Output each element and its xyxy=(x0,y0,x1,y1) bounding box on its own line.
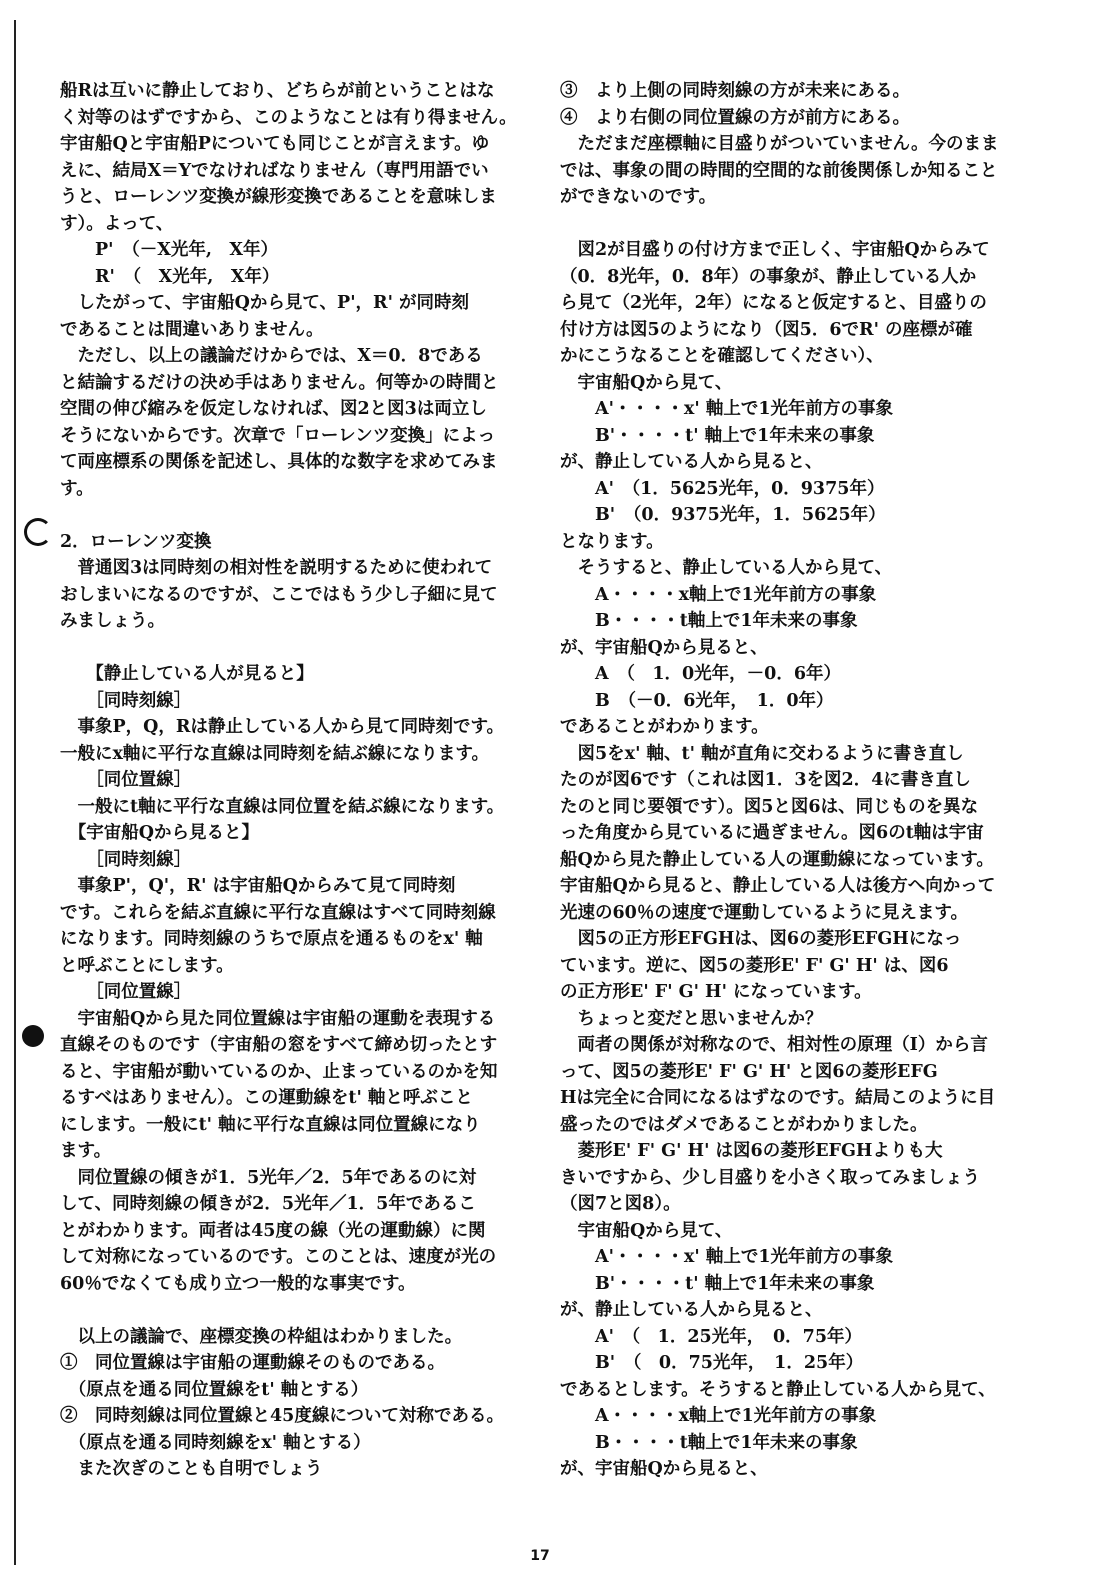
text-line: ［同位置線］ xyxy=(60,770,192,790)
blank-line xyxy=(60,635,540,662)
text-line: B'・・・・t' 軸上で1年未来の事象 xyxy=(560,425,875,446)
text-line: であるとします。そうすると静止している人から見て、 xyxy=(560,1379,996,1400)
text-line: みましょう。 xyxy=(60,611,165,631)
text-line: うと、ローレンツ変換が線形変換であることを意味しま xyxy=(60,187,497,207)
text-line: （図7と図8）。 xyxy=(560,1194,681,1214)
text-line: 船Qから見た静止している人の運動線になっています。 xyxy=(560,849,994,870)
text-line: です。これらを結ぶ直線に平行な直線はすべて同時刻線 xyxy=(60,902,496,923)
text-line: 空間の伸び縮みを仮定しなければ、図2と図3は両立し xyxy=(60,399,487,419)
text-line: A' （1．5625光年，0．9375年） xyxy=(560,478,885,499)
text-line: とがわかります。両者は45度の線（光の運動線）に関 xyxy=(60,1220,486,1241)
text-line: ② 同時刻線は同位置線と45度線について対称である。 xyxy=(60,1406,505,1426)
text-line: 両者の関係が対称なので、相対性の原理（I）から言 xyxy=(560,1035,988,1055)
text-line: A'・・・・x' 軸上で1光年前方の事象 xyxy=(560,399,893,419)
blank-line xyxy=(60,502,540,529)
text-line: B'・・・・t' 軸上で1年未来の事象 xyxy=(560,1273,875,1294)
text-line: して対称になっているのです。このことは、速度が光の xyxy=(60,1247,497,1267)
text-line: 宇宙船Qから見て、 xyxy=(560,372,733,393)
blank-line xyxy=(560,211,1040,238)
text-line: ます。 xyxy=(60,1141,112,1161)
text-line: B' （0．9375光年，1．5625年） xyxy=(560,505,886,525)
text-line: が、静止している人から見ると、 xyxy=(560,1300,823,1320)
text-line: A （ 1．0光年，－0．6年） xyxy=(560,664,842,684)
text-line: 【宇宙船Qから見ると】 xyxy=(60,823,259,843)
text-line: A・・・・x軸上で1光年前方の事象 xyxy=(560,584,877,605)
text-line: にします。一般にt' 軸に平行な直線は同位置線になり xyxy=(60,1114,481,1135)
text-line: ら見て（2光年，2年）になると仮定すると、目盛りの xyxy=(560,293,987,313)
text-line: 一般にx軸に平行な直線は同時刻を結ぶ線になります。 xyxy=(60,743,490,764)
text-line: たのと同じ要領です）。図5と図6は、同じものを異な xyxy=(560,796,979,817)
text-line: であることがわかります。 xyxy=(560,717,769,737)
text-line: と呼ぶことにします。 xyxy=(60,955,234,976)
text-line: 事象P'，Q'，R' は宇宙船Qからみて見て同時刻 xyxy=(60,876,456,896)
text-line: きいですから、少し目盛りを小さく取ってみましょう xyxy=(560,1167,980,1188)
text-line: 図5の正方形EFGHは、図6の菱形EFGHになっ xyxy=(560,929,962,949)
page-number: 17 xyxy=(530,1548,550,1564)
text-line: したがって、宇宙船Qから見て、P'，R' が同時刻 xyxy=(60,293,470,313)
text-line: Hは完全に合同になるはずなのです。結局このように目 xyxy=(560,1088,996,1108)
text-line: となります。 xyxy=(560,531,664,552)
text-line: す。 xyxy=(60,478,94,499)
text-line: になります。同時刻線のうちで原点を通るものをx' 軸 xyxy=(60,929,483,949)
text-line: （原点を通る同時刻線をx' 軸とする） xyxy=(60,1432,371,1453)
left-text-column xyxy=(60,78,540,1483)
text-line: B' （ 0．75光年， 1．25年） xyxy=(560,1353,864,1373)
text-line: B・・・・t軸上で1年未来の事象 xyxy=(560,1432,858,1453)
text-line: して、同時刻線の傾きが2．5光年／1．5年であるこ xyxy=(60,1194,476,1214)
text-line: が、宇宙船Qから見ると、 xyxy=(560,637,768,658)
text-line: また次ぎのことも自明でしょう xyxy=(60,1459,323,1479)
text-line: そうにないからです。次章で「ローレンツ変換」によっ xyxy=(60,425,496,446)
punch-hole-filled-icon xyxy=(22,1025,44,1047)
text-line: ① 同位置線は宇宙船の運動線そのものである。 xyxy=(60,1353,445,1373)
text-line: そうすると、静止している人から見て、 xyxy=(560,558,893,578)
text-line: 宇宙船Qから見て、 xyxy=(560,1220,733,1241)
text-line: て両座標系の関係を記述し、具体的な数字を求めてみま xyxy=(60,452,498,472)
text-line: A' （ 1．25光年， 0．75年） xyxy=(560,1326,862,1347)
text-line: 光速の60％の速度で運動しているように見えます。 xyxy=(560,902,968,923)
text-line: 宇宙船Qから見ると、静止している人は後方へ向かって xyxy=(560,876,996,896)
text-line: P' （－X光年, X年） xyxy=(60,240,279,260)
text-line: ただまだ座標軸に目盛りがついていません。今のまま xyxy=(560,134,999,154)
punch-hole-open-icon xyxy=(24,518,52,546)
text-line: おしまいになるのですが、ここではもう少し子細に見て xyxy=(60,584,498,605)
binding-edge-line xyxy=(14,20,16,1565)
text-line: 図5をx' 軸、t' 軸が直角に交わるように書き直し xyxy=(560,743,964,764)
text-line: （0．8光年，0．8年）の事象が、静止している人か xyxy=(560,266,977,287)
text-line: ［同時刻線］ xyxy=(60,849,192,870)
text-line: では、事象の間の時間的空間的な前後関係しか知ること xyxy=(560,160,998,181)
right-text-column xyxy=(560,78,1040,1483)
text-line: が、静止している人から見ると、 xyxy=(560,452,823,472)
text-line: たのが図6です（これは図1．3を図2．4に書き直し xyxy=(560,770,971,790)
text-line: って、図5の菱形E' F' G' H' と図6の菱形EFG xyxy=(560,1061,938,1082)
text-line: ただし、以上の議論だけからでは、X＝0．8である xyxy=(60,346,483,366)
text-line: ④ より右側の同位置線の方が前方にある。 xyxy=(560,107,910,128)
text-line: 事象P，Q，Rは静止している人から見て同時刻です。 xyxy=(60,717,505,737)
text-line: す）。よって、 xyxy=(60,213,174,234)
text-line: と結論するだけの決め手はありません。何等かの時間と xyxy=(60,372,499,393)
text-line: B （－0．6光年， 1．0年） xyxy=(560,690,834,711)
text-line: 図2が目盛りの付け方まで正しく、宇宙船Qからみて xyxy=(560,240,990,260)
text-line: 60％でなくても成り立つ一般的な事実です。 xyxy=(60,1273,416,1294)
text-line: 一般にt軸に平行な直線は同位置を結ぶ線になります。 xyxy=(60,796,505,817)
text-line: 2．ローレンツ変換 xyxy=(60,531,212,552)
text-line: 盛ったのではダメであることがわかりました。 xyxy=(560,1114,928,1135)
text-line: ています。逆に、図5の菱形E' F' G' H' は、図6 xyxy=(560,955,949,976)
text-line: 船Rは互いに静止しており、どちらが前ということはな xyxy=(60,81,495,101)
text-line: 菱形E' F' G' H' は図6の菱形EFGHよりも大 xyxy=(560,1141,943,1161)
text-line: R' （ X光年, X年） xyxy=(60,266,280,287)
text-line: ちょっと変だと思いませんか？ xyxy=(560,1008,823,1029)
text-line: 宇宙船Qから見た同位置線は宇宙船の運動を表現する xyxy=(60,1008,496,1029)
text-line: った角度から見ているに過ぎません。図6のt軸は宇宙 xyxy=(560,823,984,843)
text-line: の正方形E' F' G' H' になっています。 xyxy=(560,982,872,1002)
text-line: ると、宇宙船が動いているのか、止まっているのかを知 xyxy=(60,1061,498,1082)
text-line: A'・・・・x' 軸上で1光年前方の事象 xyxy=(560,1247,893,1267)
text-line: が、宇宙船Qから見ると、 xyxy=(560,1459,768,1479)
text-line: ができないのです。 xyxy=(560,187,717,207)
text-line: 宇宙船Qと宇宙船Pについても同じことが言えます。ゆ xyxy=(60,134,490,154)
text-line: 【静止している人が見ると】 xyxy=(60,664,314,684)
text-line: く対等のはずですから、このようなことは有り得ません。 xyxy=(60,107,517,128)
text-line: （原点を通る同位置線をt' 軸とする） xyxy=(60,1379,369,1400)
text-line: 以上の議論で、座標変換の枠組はわかりました。 xyxy=(60,1326,463,1347)
text-line: 直線そのものです（宇宙船の窓をすべて締め切ったとす xyxy=(60,1035,498,1055)
text-line: かにこうなることを確認してください）、 xyxy=(560,346,884,366)
text-line: A・・・・x軸上で1光年前方の事象 xyxy=(560,1406,877,1426)
text-line: ［同時刻線］ xyxy=(60,690,192,711)
blank-line xyxy=(60,1297,540,1324)
text-line: であることは間違いありません。 xyxy=(60,319,324,340)
text-line: 付け方は図5のようになり（図5．6でR' の座標が確 xyxy=(560,319,973,340)
text-line: 普通図3は同時刻の相対性を説明するために使われて xyxy=(60,558,493,578)
text-line: ［同位置線］ xyxy=(60,982,192,1002)
text-line: B・・・・t軸上で1年未来の事象 xyxy=(560,611,858,631)
text-line: えに、結局X＝Yでなければなりません（専門用語でい xyxy=(60,160,489,181)
text-line: るすべはありません）。この運動線をt' 軸と呼ぶこと xyxy=(60,1088,473,1108)
text-line: 同位置線の傾きが1．5光年／2．5年であるのに対 xyxy=(60,1167,477,1188)
text-line: ③ より上側の同時刻線の方が未来にある。 xyxy=(560,81,910,101)
